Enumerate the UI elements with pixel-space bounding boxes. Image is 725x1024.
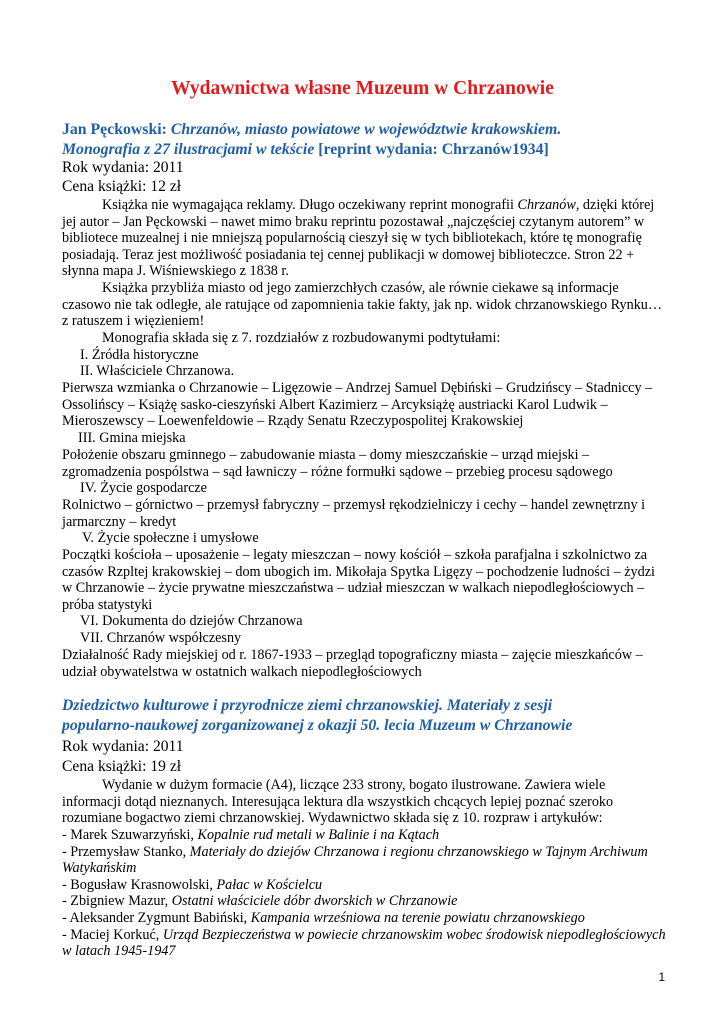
article-author: - Aleksander Zygmunt Babiński, (62, 909, 251, 926)
book1-p1-text: Książka nie wymagająca reklamy. Długo oczekiwany reprint monografii (102, 197, 514, 213)
article-author: - Marek Szuwarzyński, (62, 827, 198, 843)
article-item (62, 844, 666, 877)
page-number: 1 (658, 972, 665, 984)
book1-year: Rok wydania: 2011 (62, 159, 184, 176)
book2-heading (62, 696, 666, 736)
book2-title-line1: Dziedzictwo kulturowe i przyrodnicze ziemi chrzanowskiej. Materiały z sesji (62, 697, 553, 714)
book2-title-line2: popularno-naukowej zorganizowanej z okazji 50. lecia Muzeum w Chrzanowie (62, 717, 573, 734)
article-item (62, 877, 666, 894)
book2-article-list (62, 827, 666, 960)
book1-reprint: [reprint wydania: Chrzanów1934] (318, 141, 549, 158)
book1-price: Cena książki: 12 zł (62, 178, 182, 195)
book1-paragraph-3: Monografia składa się z 7. rozdziałów z rozbudowanymi podtytułami: (102, 330, 501, 346)
chapter-3: III. Gmina miejska (78, 430, 186, 446)
chapter-7-text: Działalność Rady miejskiej od r. 1867-1933 – przegląd topograficzny miasta – zajęcie mieszkańców – udział obywatelstwa w ostatnich walkach niepodległościowych (62, 647, 643, 680)
book2-year: Rok wydania: 2011 (62, 738, 184, 755)
book1-author: Jan Pęckowski: (62, 121, 167, 138)
article-item (62, 927, 666, 960)
book2-price: Cena książki: 19 zł (62, 758, 182, 775)
chapter-2-text: Pierwsza wzmianka o Chrzanowie – Ligęzowie – Andrzej Samuel Dębiński – Grudzińscy – Stadniccy – Ossolińscy – Książę sasko-cieszyński Albert Kazimierz – Arcyksiążę austriacki Karol Ludwik – Mieroszewscy – Loewenfeldowie – Rządy Senatu Rzeczypospolitej Krakowskiej (62, 380, 653, 430)
chapter-4: IV. Życie gospodarcze (80, 480, 207, 496)
chapter-3-text: Położenie obszaru gminnego – zabudowanie miasta – domy mieszczańskie – urząd miejski – zgromadzenia pospólstwa – sąd ławniczy – różne formułki sądowe – przebieg procesu sądowego (62, 447, 613, 480)
article-title: Ostatni właściciele dóbr dworskich w Chrzanowie (171, 893, 458, 910)
book1-title-line1: Chrzanów, miasto powiatowe w województwie krakowskiem. (170, 121, 562, 138)
chapter-7: VII. Chrzanów współczesny (80, 630, 242, 646)
chapter-5-text: Początki kościoła – uposażenie – legaty mieszczan – nowy kościół – szkoła parafjalna i szkolnictwo za czasów Rzpltej krakowskiej – dom ubogich im. Mikołaja Spytka Ligęzy – pochodzenie ludności – żydzi w Chrzanowie – życie prywatne mieszczaństwa – udział mieszczan w walkach niepodległościowych – próba statystyki (62, 547, 655, 613)
article-item (62, 827, 666, 844)
article-item (62, 910, 666, 927)
book2-paragraph-1: Wydanie w dużym formacie (A4), liczące 233 strony, bogato ilustrowane. Zawiera wiele informacji dotąd nieznanych. Interesująca lektura dla wszystkich chcących lepiej poznać szeroko rozumiane bogactwo ziemi chrzanowskiej. Wydawnictwo składa się z 10. rozpraw i artykułów: (62, 777, 614, 827)
article-item (62, 893, 666, 910)
book1-title-line2: Monografia z 27 ilustracjami w tekście (62, 141, 315, 158)
article-title: Pałac w Kościelcu (216, 876, 323, 893)
article-title: Kampania wrześniowa na terenie powiatu chrzanowskiego (250, 909, 585, 926)
chapter-1: I. Źródła historyczne (80, 347, 199, 363)
article-title: Materiały do dziejów Chrzanowa i regionu chrzanowskiego w Tajnym Archiwum Watykańskim (62, 843, 648, 877)
book1-paragraph-1 (62, 197, 666, 280)
book1-heading (62, 120, 666, 160)
chapter-6: VI. Dokumenta do dziejów Chrzanowa (80, 613, 303, 629)
article-author: - Maciej Korkuć, (62, 926, 163, 943)
page-title: Wydawnictwa własne Muzeum w Chrzanowie (171, 78, 554, 99)
article-title: Kopalnie rud metali w Balinie i na Kątach (197, 827, 440, 843)
book1-p1-cont: , dzięki której jej autor – Jan Pęckowski – nawet mimo braku reprintu pozostawał „najczęściej czytanym autorem” w bibliotece muzealnej i nie mniejszą popularnością cieszył się w tych bibliotekach, które tę monografię posiadają. Teraz jest możliwość posiadania tej cennej publikacji w domowej biblioteczce. Stron 22 + słynna mapa J. Wiśniewskiego z 1838 r. (62, 197, 655, 280)
book1-p1-italic: Chrzanów (517, 197, 576, 213)
book1-paragraph-2: Książka przybliża miasto od jego zamierzchłych czasów, ale równie ciekawe są informacje czasowo nie tak odległe, ale ratujące od zapomnienia takie fakty, jak np. widok chrzanowskiego Rynku… z ratuszem i więzieniem! (62, 280, 663, 330)
article-author: - Przemysław Stanko, (62, 843, 190, 860)
article-author: - Zbigniew Mazur, (62, 893, 172, 910)
article-author: - Bogusław Krasnowolski, (62, 876, 217, 893)
chapter-5: V. Życie społeczne i umysłowe (82, 530, 259, 546)
chapter-4-text: Rolnictwo – górnictwo – przemysł fabryczny – przemysł rękodzielniczy i cechy – handel zewnętrzny i jarmarczny – kredyt (62, 497, 646, 530)
article-title: Urząd Bezpieczeństwa w powiecie chrzanowskim wobec środowisk niepodległościowych w latach 1945-1947 (62, 926, 666, 960)
chapter-2: II. Właściciele Chrzanowa. (80, 363, 235, 379)
